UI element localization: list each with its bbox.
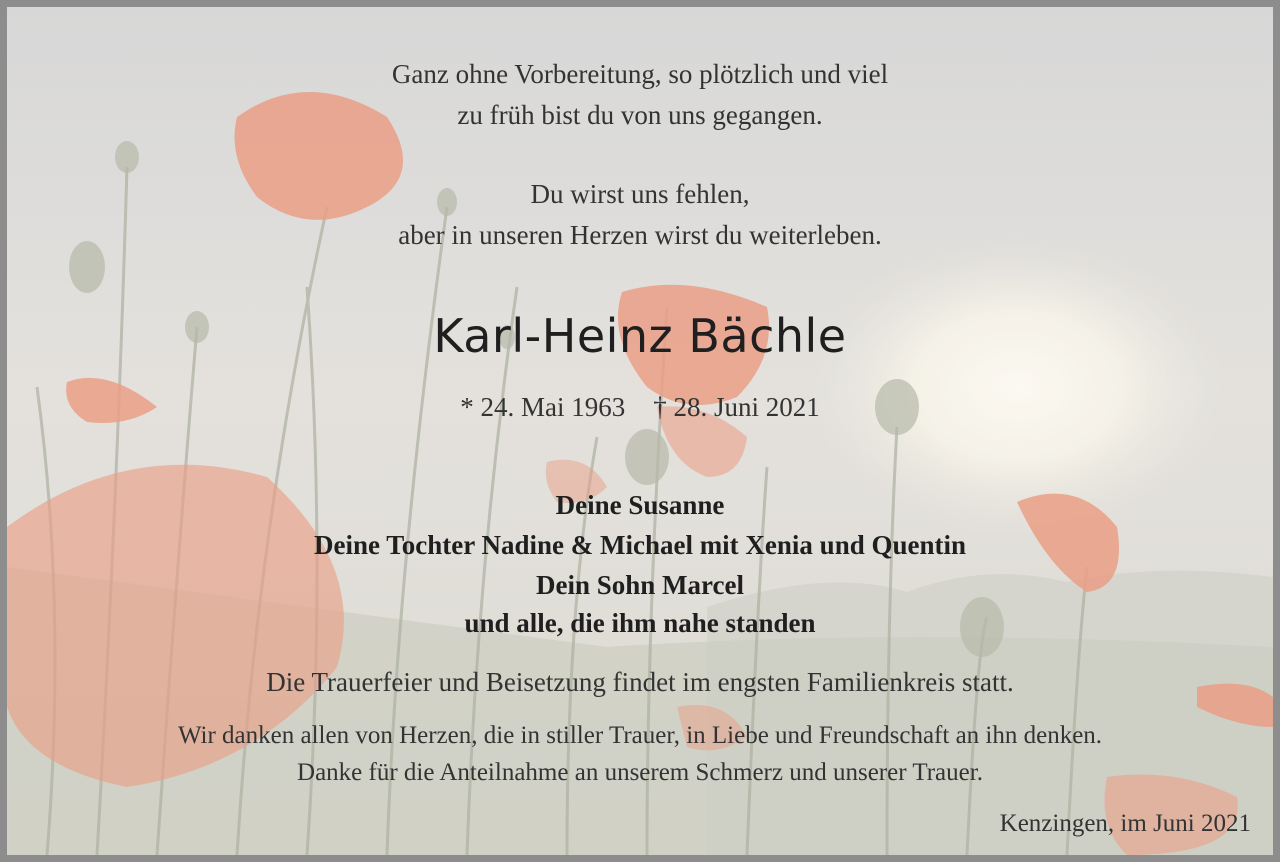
mourner-line-3: Dein Sohn Marcel xyxy=(536,570,744,600)
thanks-line-1: Wir danken allen von Herzen, die in stiller Trauer, in Liebe und Freundschaft an ihn denken. xyxy=(177,722,1103,749)
verse-line-4: aber in unseren Herzen wirst du weiterleben. xyxy=(398,220,882,250)
thanks-line-2: Danke für die Anteilnahme an unserem Schmerz und unserer Trauer. xyxy=(297,759,983,786)
death-date: † 28. Juni 2021 xyxy=(653,392,820,422)
funeral-note: Die Trauerfeier und Beisetzung findet im engsten Familienkreis statt. xyxy=(266,667,1014,697)
mourner-line-4: und alle, die ihm nahe standen xyxy=(464,608,816,638)
verse-line-1: Ganz ohne Vorbereitung, so plötzlich und viel xyxy=(391,59,889,89)
verse-line-2: zu früh bist du von uns gegangen. xyxy=(457,100,823,130)
deceased-name: Karl-Heinz Bächle xyxy=(433,309,847,363)
birth-date: * 24. Mai 1963 xyxy=(460,392,626,422)
mourner-line-2: Deine Tochter Nadine & Michael mit Xenia und Quentin xyxy=(313,530,967,560)
verse-line-3: Du wirst uns fehlen, xyxy=(530,179,750,209)
mourner-line-1: Deine Susanne xyxy=(555,490,725,520)
obituary-text xyxy=(7,7,1273,855)
life-dates xyxy=(7,392,1273,423)
place-and-date: Kenzingen, im Juni 2021 xyxy=(999,810,1251,837)
